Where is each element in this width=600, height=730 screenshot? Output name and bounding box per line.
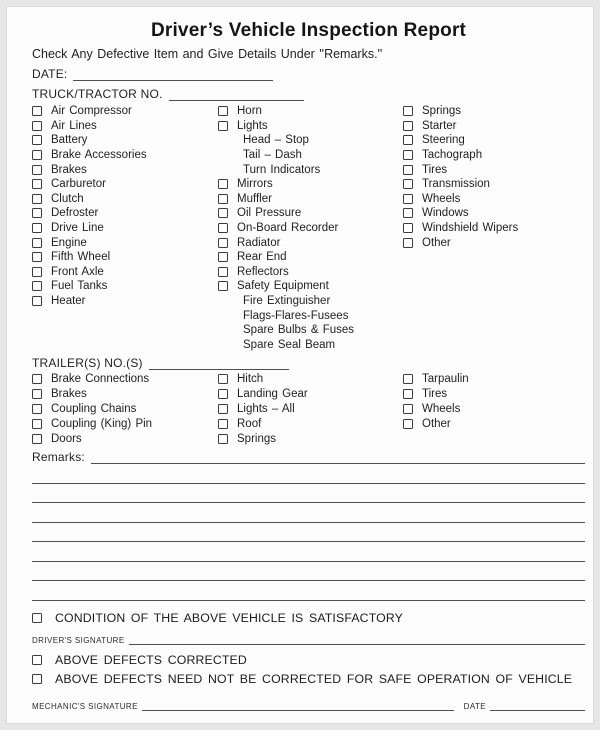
checklist-item: [32, 148, 218, 163]
checklist-item: [218, 323, 403, 338]
checklist-item: [218, 177, 403, 192]
checklist-item: [218, 221, 403, 236]
checklist-item: [32, 371, 218, 386]
checkbox-icon[interactable]: [218, 194, 228, 204]
checklist-item: [32, 119, 218, 134]
checklist-item-label: Lights – All: [237, 402, 295, 415]
checkbox-icon[interactable]: [32, 238, 42, 248]
checkbox-icon[interactable]: [403, 106, 413, 116]
checkbox-icon[interactable]: [32, 150, 42, 160]
checkbox-icon[interactable]: [403, 208, 413, 218]
mechanic-signature-line[interactable]: [142, 701, 454, 711]
remarks-line[interactable]: [32, 542, 585, 562]
checkbox-icon[interactable]: [218, 208, 228, 218]
checkbox-icon[interactable]: [32, 194, 42, 204]
trailer-column-3: [403, 371, 585, 431]
checklist-item: [32, 401, 218, 416]
checkbox-icon[interactable]: [218, 223, 228, 233]
checkbox-icon[interactable]: [32, 208, 42, 218]
checklist-item: [403, 371, 585, 386]
remarks-lines: [32, 464, 585, 601]
checkbox-icon[interactable]: [32, 674, 42, 684]
checklist-item: [218, 250, 403, 265]
trailer-column-2: [218, 371, 403, 446]
checklist-item-label: Springs: [237, 432, 276, 445]
checklist-item-label: Battery: [51, 134, 88, 147]
checklist-item-label: Tires: [422, 387, 448, 400]
checklist-item: [403, 133, 585, 148]
checklist-item: [403, 148, 585, 163]
checkbox-icon[interactable]: [218, 121, 228, 131]
checklist-item-label: Lights: [237, 119, 268, 132]
checklist-item-label: Head – Stop: [243, 134, 309, 147]
date-label: DATE:: [32, 67, 68, 81]
remarks-line[interactable]: [32, 464, 585, 484]
trailer-no-field-row: [32, 354, 585, 370]
checkbox-icon[interactable]: [32, 106, 42, 116]
truck-no-field-row: [32, 85, 585, 101]
checklist-item: [403, 104, 585, 119]
checkbox-icon[interactable]: [32, 121, 42, 131]
trailer-no-input-line[interactable]: [149, 357, 289, 370]
checklist-item: [32, 265, 218, 280]
checkbox-icon[interactable]: [218, 106, 228, 116]
checkbox-icon[interactable]: [403, 194, 413, 204]
checkbox-icon[interactable]: [32, 389, 42, 399]
checklist-item-label: Reflectors: [237, 265, 289, 278]
checklist-item-label: Safety Equipment: [237, 280, 329, 293]
driver-signature-line[interactable]: [129, 635, 585, 645]
checklist-item: [218, 386, 403, 401]
checklist-item-label: Horn: [237, 105, 262, 118]
remarks-line[interactable]: [32, 581, 585, 601]
checklist-item: [403, 386, 585, 401]
checklist-item-label: Wheels: [422, 192, 461, 205]
checkbox-icon[interactable]: [32, 419, 42, 429]
truck-no-label: TRUCK/TRACTOR NO.: [32, 87, 163, 101]
checklist-item: [218, 148, 403, 163]
checklist-item-label: Tachograph: [422, 149, 483, 162]
checklist-item-label: Landing Gear: [237, 387, 308, 400]
checklist-item-label: Doors: [51, 432, 82, 445]
checklist-item-label: Coupling Chains: [51, 402, 137, 415]
driver-signature-row: [32, 631, 585, 645]
checklist-item: [403, 206, 585, 221]
defects-not-needed-row: [32, 671, 585, 687]
inspection-report-page: [7, 7, 593, 723]
checklist-item: [32, 279, 218, 294]
trailer-no-label: TRAILER(S) NO.(S): [32, 356, 143, 371]
checklist-item-label: Oil Pressure: [237, 207, 302, 220]
checkbox-icon[interactable]: [218, 281, 228, 291]
checklist-item-label: Tail – Dash: [243, 149, 302, 162]
checklist-item: [403, 162, 585, 177]
truck-no-input-line[interactable]: [169, 88, 304, 101]
checklist-item: [218, 308, 403, 323]
checkbox-icon[interactable]: [218, 252, 228, 262]
checklist-item-label: On-Board Recorder: [237, 222, 339, 235]
checkbox-icon[interactable]: [32, 613, 42, 623]
checklist-item: [403, 192, 585, 207]
checklist-item-label: Defroster: [51, 207, 99, 220]
checkbox-icon[interactable]: [403, 404, 413, 414]
checklist-item-label: Carburetor: [51, 178, 106, 191]
checklist-item-label: Flags-Flares-Fusees: [243, 309, 349, 322]
checkbox-icon[interactable]: [32, 281, 42, 291]
trailer-checklist: [32, 371, 585, 446]
truck-checklist: [32, 104, 585, 352]
checklist-item: [218, 401, 403, 416]
condition-satisfactory-label: CONDITION OF THE ABOVE VEHICLE IS SATISFACTORY: [55, 610, 404, 625]
checklist-item: [218, 235, 403, 250]
checkbox-icon[interactable]: [32, 223, 42, 233]
checklist-item-label: Tarpaulin: [422, 372, 469, 385]
checklist-item-label: Muffler: [237, 192, 272, 205]
checkbox-icon[interactable]: [218, 179, 228, 189]
checklist-item-label: Fifth Wheel: [51, 251, 111, 264]
checklist-item-label: Starter: [422, 119, 457, 132]
checkbox-icon[interactable]: [403, 238, 413, 248]
truck-column-3: [403, 104, 585, 250]
remarks-line[interactable]: [32, 523, 585, 543]
remarks-field-row: [32, 448, 585, 464]
checklist-item: [218, 104, 403, 119]
truck-column-2: [218, 104, 403, 352]
checklist-item: [32, 206, 218, 221]
checkbox-icon[interactable]: [218, 419, 228, 429]
checkbox-icon[interactable]: [218, 434, 228, 444]
checkbox-icon[interactable]: [403, 223, 413, 233]
date-field-row: [32, 65, 585, 81]
remarks-label: Remarks:: [32, 450, 85, 465]
checkbox-icon[interactable]: [218, 404, 228, 414]
checklist-item-label: Brake Accessories: [51, 149, 147, 162]
trailer-column-1: [32, 371, 218, 446]
page-title: Driver’s Vehicle Inspection Report: [150, 20, 467, 41]
checklist-item-label: Coupling (King) Pin: [51, 417, 153, 430]
checklist-item: [32, 177, 218, 192]
instruction-text: Check Any Defective Item and Give Details Under ''Remarks.'': [32, 47, 383, 61]
checklist-item: [32, 294, 218, 309]
checklist-item-label: Brake Connections: [51, 372, 150, 385]
checklist-item-label: Spare Seal Beam: [243, 338, 336, 351]
defects-corrected-row: [32, 652, 585, 668]
mechanic-signature-row: [32, 697, 585, 711]
checkbox-icon[interactable]: [403, 179, 413, 189]
checkbox-icon[interactable]: [32, 655, 42, 665]
checklist-item: [218, 294, 403, 309]
checklist-item-label: Roof: [237, 417, 262, 430]
checkbox-icon[interactable]: [403, 121, 413, 131]
checklist-item-label: Front Axle: [51, 265, 104, 278]
checklist-item-label: Other: [422, 417, 451, 430]
footer-date-label: DATE: [463, 701, 486, 711]
checklist-item-label: Heater: [51, 295, 86, 308]
mechanic-signature-label: MECHANIC'S SIGNATURE: [32, 701, 138, 711]
checklist-item: [32, 192, 218, 207]
remarks-line[interactable]: [32, 562, 585, 582]
footer-date-line[interactable]: [490, 701, 585, 711]
checklist-item-label: Turn Indicators: [243, 163, 321, 176]
defects-corrected-label: ABOVE DEFECTS CORRECTED: [55, 652, 247, 667]
checklist-item: [218, 162, 403, 177]
checklist-item: [32, 235, 218, 250]
checklist-item: [403, 416, 585, 431]
checklist-item: [218, 133, 403, 148]
checklist-item: [218, 431, 403, 446]
checkbox-icon[interactable]: [32, 267, 42, 277]
checklist-item: [32, 250, 218, 265]
checklist-item-label: Steering: [422, 134, 465, 147]
checklist-item-label: Springs: [422, 105, 461, 118]
checklist-item: [218, 371, 403, 386]
checklist-item: [403, 235, 585, 250]
checklist-item: [403, 177, 585, 192]
checkbox-icon[interactable]: [32, 165, 42, 175]
checklist-item-label: Air Lines: [51, 119, 97, 132]
condition-satisfactory-row: [32, 610, 585, 626]
checklist-item-label: Brakes: [51, 387, 87, 400]
checklist-item: [218, 119, 403, 134]
checkbox-icon[interactable]: [403, 150, 413, 160]
checklist-item: [403, 221, 585, 236]
checkbox-icon[interactable]: [32, 374, 42, 384]
checklist-item: [403, 401, 585, 416]
checklist-item: [32, 386, 218, 401]
checklist-item: [32, 431, 218, 446]
checklist-item: [218, 206, 403, 221]
checkbox-icon[interactable]: [32, 252, 42, 262]
checklist-item: [218, 192, 403, 207]
checklist-item-label: Engine: [51, 236, 87, 249]
checkbox-icon[interactable]: [403, 419, 413, 429]
checklist-item-label: Mirrors: [237, 178, 273, 191]
checklist-item-label: Drive Line: [51, 222, 104, 235]
checklist-item: [32, 416, 218, 431]
checklist-item-label: Other: [422, 236, 451, 249]
remarks-input-line[interactable]: [91, 451, 585, 464]
checklist-item-label: Hitch: [237, 372, 264, 385]
checkbox-icon[interactable]: [32, 296, 42, 306]
checklist-item: [218, 265, 403, 280]
checklist-item-label: Tires: [422, 163, 448, 176]
checklist-item: [32, 133, 218, 148]
date-input-line[interactable]: [73, 68, 273, 81]
checklist-item-label: Air Compressor: [51, 105, 132, 118]
checklist-item-label: Fire Extinguisher: [243, 295, 331, 308]
checklist-item-label: Radiator: [237, 236, 281, 249]
checkbox-icon[interactable]: [32, 434, 42, 444]
checklist-item-label: Clutch: [51, 192, 84, 205]
checkbox-icon[interactable]: [403, 165, 413, 175]
checklist-item: [403, 119, 585, 134]
checkbox-icon[interactable]: [32, 179, 42, 189]
checklist-item-label: Spare Bulbs & Fuses: [243, 324, 355, 337]
checkbox-icon[interactable]: [403, 135, 413, 145]
checklist-item-label: Rear End: [237, 251, 287, 264]
checklist-item-label: Wheels: [422, 402, 461, 415]
checklist-item-label: Transmission: [422, 178, 490, 191]
checklist-item: [218, 338, 403, 353]
remarks-line[interactable]: [32, 484, 585, 504]
checklist-item: [32, 104, 218, 119]
checkbox-icon[interactable]: [32, 135, 42, 145]
checklist-item-label: Windshield Wipers: [422, 222, 519, 235]
checklist-item: [218, 416, 403, 431]
checklist-item-label: Fuel Tanks: [51, 280, 108, 293]
checkbox-icon[interactable]: [218, 374, 228, 384]
checkbox-icon[interactable]: [403, 389, 413, 399]
checklist-item-label: Brakes: [51, 163, 87, 176]
checkbox-icon[interactable]: [218, 389, 228, 399]
truck-column-1: [32, 104, 218, 308]
checklist-item-label: Windows: [422, 207, 469, 220]
checkbox-icon[interactable]: [32, 404, 42, 414]
driver-signature-label: DRIVER'S SIGNATURE: [32, 635, 125, 645]
checklist-item: [218, 279, 403, 294]
checkbox-icon[interactable]: [403, 374, 413, 384]
defects-not-needed-label: ABOVE DEFECTS NEED NOT BE CORRECTED FOR SAFE OPERATION OF VEHICLE: [55, 671, 573, 686]
checklist-item: [32, 221, 218, 236]
checklist-item: [32, 162, 218, 177]
checkbox-icon[interactable]: [218, 267, 228, 277]
checkbox-icon[interactable]: [218, 238, 228, 248]
remarks-line[interactable]: [32, 503, 585, 523]
